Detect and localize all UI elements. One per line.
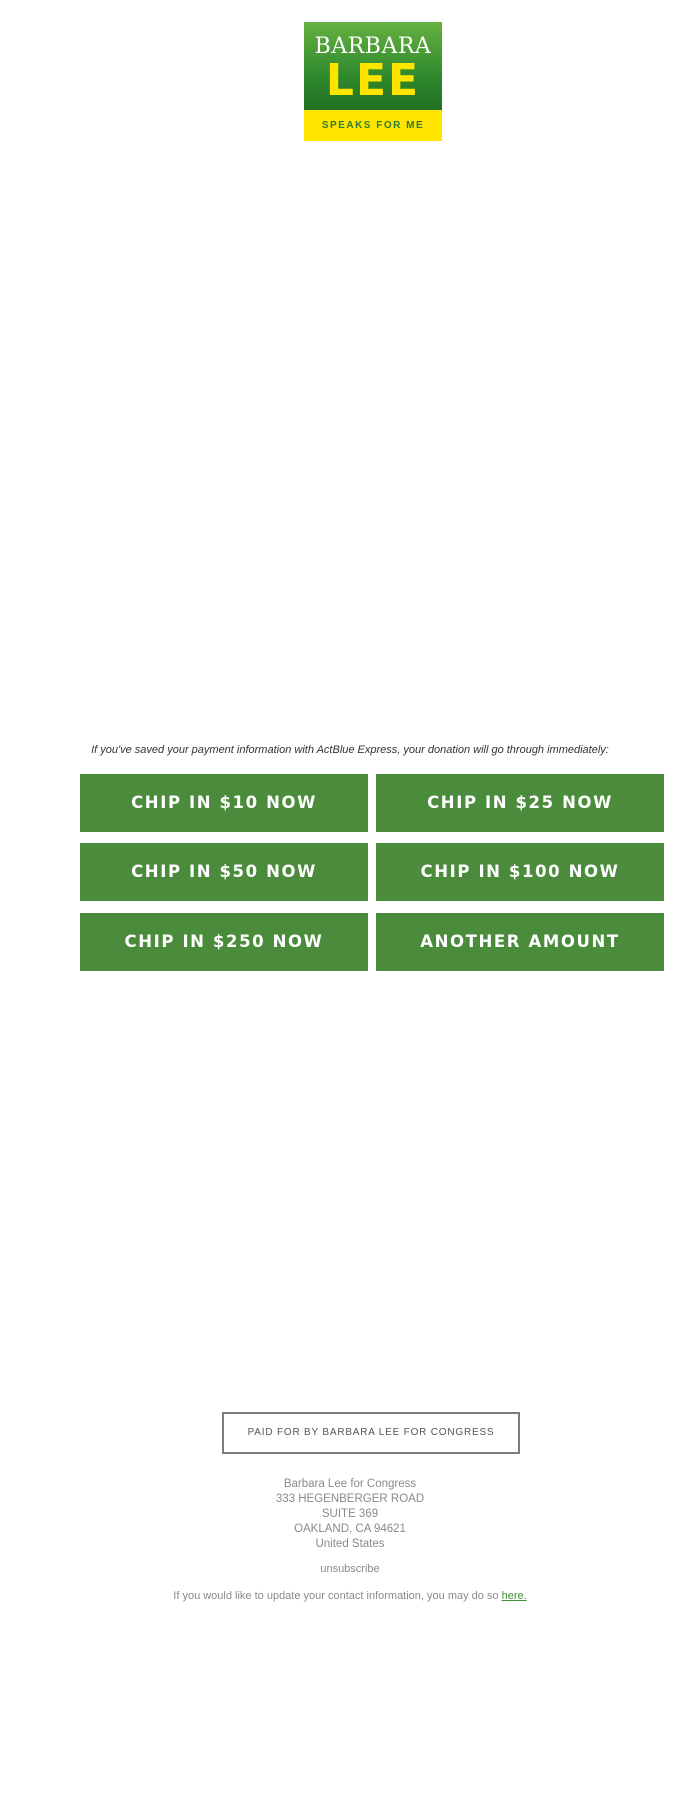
address-line-1: Barbara Lee for Congress bbox=[283, 1478, 417, 1490]
address-line-5: United States bbox=[315, 1538, 385, 1550]
logo bbox=[304, 22, 442, 141]
logo-last-name: LEE bbox=[325, 55, 421, 106]
chip-in-250-button[interactable]: CHIP IN $250 NOW bbox=[80, 913, 368, 971]
update-contact-text: If you would like to update your contact information, you may do so bbox=[173, 1590, 502, 1602]
unsubscribe-link[interactable]: unsubscribe bbox=[320, 1563, 380, 1575]
paid-for-disclaimer: PAID FOR BY BARBARA LEE FOR CONGRESS bbox=[222, 1412, 520, 1454]
address-line-3: SUITE 369 bbox=[321, 1508, 379, 1520]
another-amount-button[interactable]: ANOTHER AMOUNT bbox=[376, 913, 664, 971]
address-line-4: OAKLAND, CA 94621 bbox=[294, 1523, 406, 1535]
actblue-express-note: If you've saved your payment information with ActBlue Express, your donation will go through immediately: bbox=[91, 744, 609, 756]
chip-in-10-button[interactable]: CHIP IN $10 NOW bbox=[80, 774, 368, 832]
barbara-lee-logo bbox=[304, 22, 442, 141]
logo-tagline: SPEAKS FOR ME bbox=[304, 110, 442, 141]
chip-in-100-button[interactable]: CHIP IN $100 NOW bbox=[376, 843, 664, 901]
logo-first-name: BARBARA bbox=[314, 34, 432, 59]
update-contact-line bbox=[0, 1590, 700, 1602]
update-contact-link[interactable]: here. bbox=[501, 1590, 527, 1602]
chip-in-50-button[interactable]: CHIP IN $50 NOW bbox=[80, 843, 368, 901]
address-line-2: 333 HEGENBERGER ROAD bbox=[275, 1493, 425, 1505]
chip-in-25-button[interactable]: CHIP IN $25 NOW bbox=[376, 774, 664, 832]
